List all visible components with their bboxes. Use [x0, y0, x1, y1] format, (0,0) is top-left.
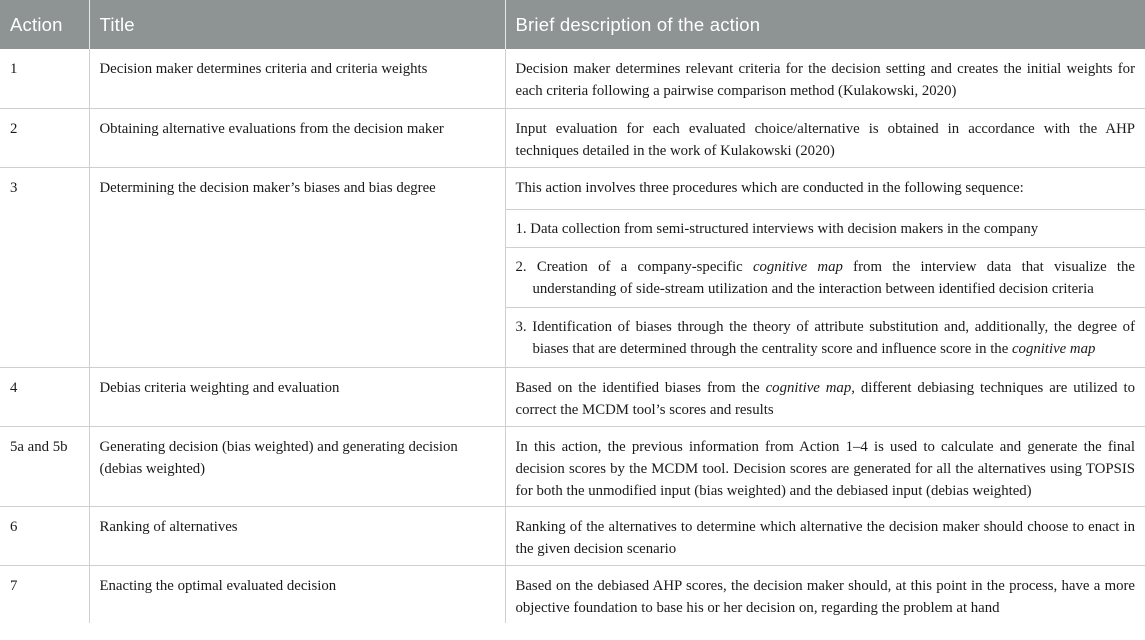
action-cell: 4 [0, 367, 89, 426]
description-cell: Decision maker determines relevant criteria for the decision setting and creates the initial weights for each criteria following a pairwise comparison method (Kulakowski, 2020) [505, 49, 1145, 108]
action-cell: 2 [0, 108, 89, 167]
table-body [0, 49, 1145, 623]
title-cell: Decision maker determines criteria and criteria weights [89, 49, 505, 108]
description-cell: Ranking of the alternatives to determine which alternative the decision maker should choose to enact in the given decision scenario [505, 506, 1145, 565]
title-cell: Determining the decision maker’s biases and bias degree [89, 167, 505, 367]
table-row [0, 367, 1145, 426]
description-cell: In this action, the previous information from Action 1–4 is used to calculate and generate the final decision scores by the MCDM tool. Decision scores are generated for all the alternatives using TOPSIS for both the unmodified input (bias weighted) and the debiased input (debias weighted) [505, 426, 1145, 506]
title-cell: Generating decision (bias weighted) and generating decision (debias weighted) [89, 426, 505, 506]
description-cell: Input evaluation for each evaluated choice/alternative is obtained in accordance with the AHP techniques detailed in the work of Kulakowski (2020) [505, 108, 1145, 167]
action-cell: 5a and 5b [0, 426, 89, 506]
procedure-step-2-text-end: from the interview data that visualize the understanding of side-stream utilization and the interaction between identified decision criteria [532, 258, 1135, 297]
procedure-step-2 [506, 248, 1145, 308]
procedure-step-2-emphasis: cognitive map [752, 258, 843, 275]
description-emphasis: cognitive map [765, 379, 852, 396]
description-cell [505, 367, 1145, 426]
procedure-intro: This action involves three procedures which are conducted in the following sequence: [506, 168, 1145, 210]
description-text-end: , different debiasing techniques are utilized to correct the MCDM tool’s scores and results [515, 379, 1135, 418]
table-header [0, 0, 1145, 49]
procedure-step-3-text: 3. Identification of biases through the theory of attribute substitution and, additionally, the degree of biases that are determined through the centrality score and influence score in the [515, 318, 1135, 357]
table-row [0, 426, 1145, 506]
action-cell: 1 [0, 49, 89, 108]
table-row [0, 49, 1145, 108]
procedure-step-2-text: 2. Creation of a company-specific [515, 258, 753, 275]
table-row [0, 565, 1145, 623]
table-row [0, 506, 1145, 565]
procedure-step-3 [506, 308, 1145, 367]
description-text: Based on the identified biases from the [515, 379, 766, 396]
procedure-step-1: 1. Data collection from semi-structured interviews with decision makers in the company [506, 210, 1145, 248]
header-action: Action [0, 0, 89, 49]
header-title: Title [89, 0, 505, 49]
description-cell: Based on the debiased AHP scores, the decision maker should, at this point in the process, have a more objective foundation to base his or her decision on, regarding the problem at hand [505, 565, 1145, 623]
table-row [0, 167, 1145, 367]
header-description: Brief description of the action [505, 0, 1145, 49]
title-cell: Debias criteria weighting and evaluation [89, 367, 505, 426]
procedure-step-3-emphasis: cognitive map [1011, 340, 1096, 357]
description-cell [505, 167, 1145, 367]
table-row [0, 108, 1145, 167]
header-row [0, 0, 1145, 49]
action-cell: 3 [0, 167, 89, 367]
action-cell: 7 [10, 577, 18, 594]
title-cell: Ranking of alternatives [89, 506, 505, 565]
title-cell: Obtaining alternative evaluations from the decision maker [89, 108, 505, 167]
title-cell: Enacting the optimal evaluated decision [89, 565, 505, 623]
action-cell: 6 [0, 506, 89, 565]
